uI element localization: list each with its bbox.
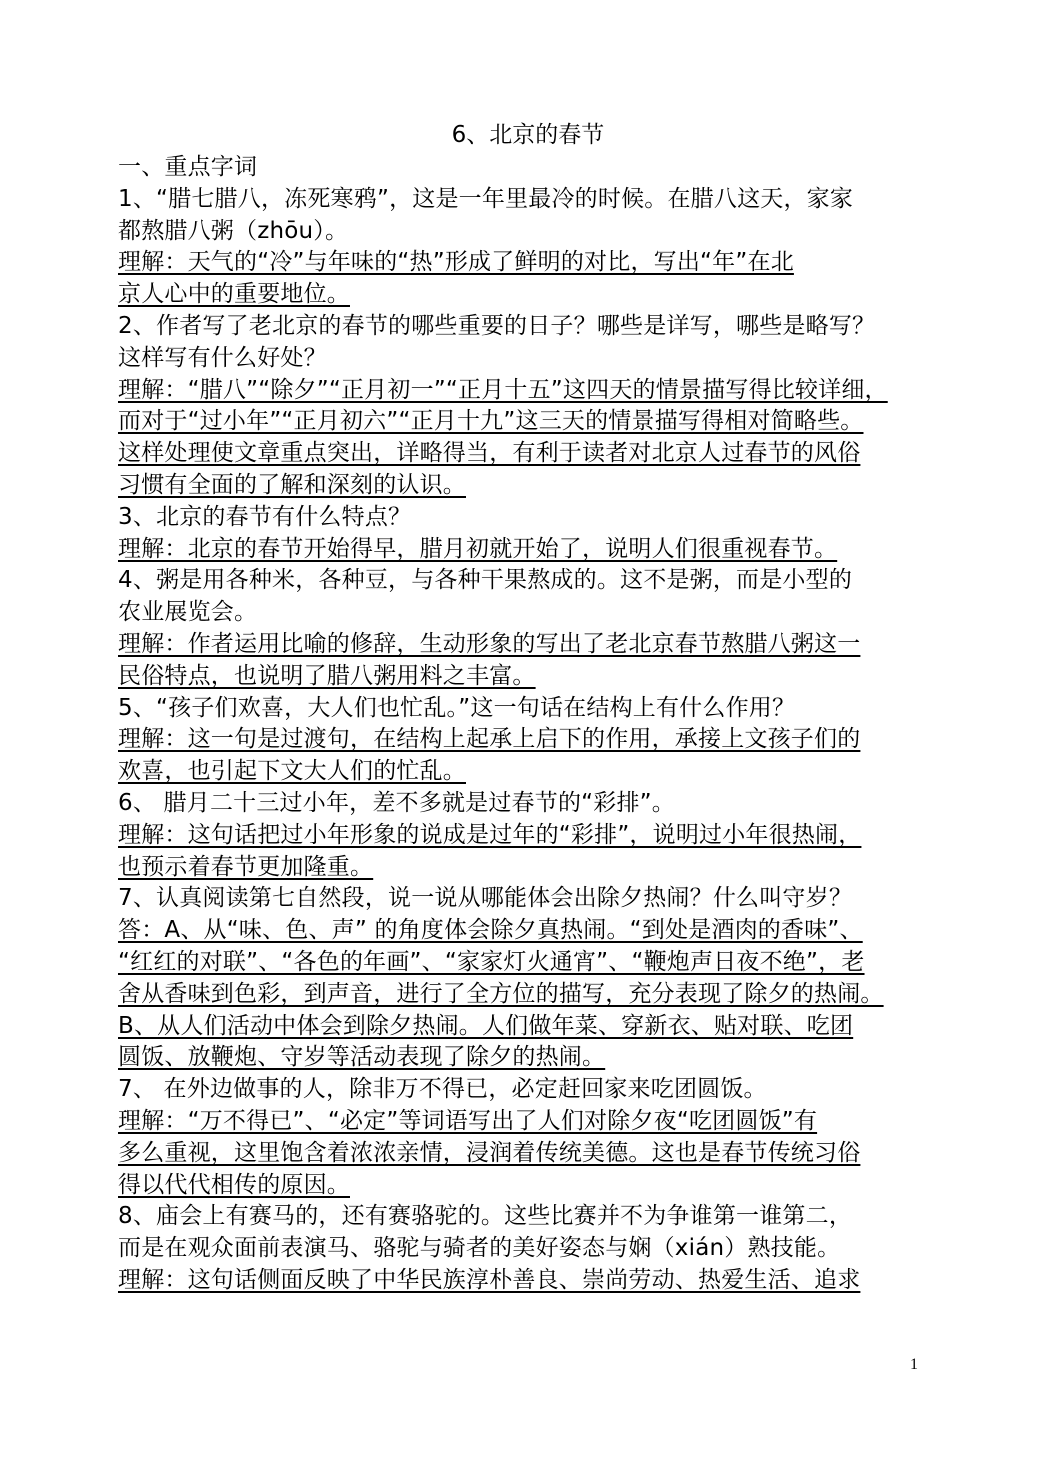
line-text: 理解：天气的“冷”与年味的“热”形成了鲜明的对比，写出“年”在北 [118, 249, 794, 276]
line-text: 民俗特点，也说明了腊八粥用料之丰富。 [118, 662, 536, 689]
answer-line [118, 1138, 938, 1170]
answer-line [118, 629, 938, 661]
line-text: 圆饭、放鞭炮、守岁等活动表现了除夕的热闹。 [118, 1044, 606, 1071]
document-page [118, 118, 938, 1297]
text-line [118, 1233, 938, 1265]
line-text: “红红的对联”、“各色的年画”、“家家灯火通宵”、“鞭炮声日夜不绝”，老 [118, 948, 865, 975]
line-text: 理解：“腊八”“除夕”“正月初一”“正月十五”这四天的情景描写得比较详细， [118, 376, 888, 403]
answer-line [118, 915, 938, 947]
text-line [118, 693, 938, 725]
text-line [118, 597, 938, 629]
line-text: 3、北京的春节有什么特点？ [118, 503, 412, 530]
text-line [118, 565, 938, 597]
answer-line [118, 1265, 938, 1297]
line-text: 答：A、从“味、色、声” 的角度体会除夕真热闹。“到处是酒肉的香味”、 [118, 917, 863, 944]
page-title: 6、北京的春节 [451, 122, 605, 148]
line-text: 都熬腊八粥（zhōu）。 [118, 217, 349, 244]
answer-line [118, 375, 938, 407]
answer-line [118, 438, 938, 470]
answer-line [118, 979, 938, 1011]
answer-line [118, 406, 938, 438]
text-line [118, 883, 938, 915]
answer-line [118, 279, 938, 311]
answer-line [118, 1106, 938, 1138]
answer-line [118, 1170, 938, 1202]
line-text: 1、“腊七腊八，冻死寒鸦”，这是一年里最冷的时候。在腊八这天，家家 [118, 185, 854, 212]
line-text: 6、 腊月二十三过小年，差不多就是过春节的“彩排”。 [118, 789, 675, 816]
text-line [118, 216, 938, 248]
answer-line [118, 947, 938, 979]
answer-line [118, 852, 938, 884]
line-text: 理解：北京的春节开始得早，腊月初就开始了，说明人们很重视春节。 [118, 535, 838, 562]
text-line [118, 788, 938, 820]
line-text: 2、作者写了老北京的春节的哪些重要的日子？哪些是详写，哪些是略写？ [118, 312, 876, 339]
answer-line [118, 1011, 938, 1043]
answer-line [118, 820, 938, 852]
line-text: 舍从香味到色彩，到声音，进行了全方位的描写，充分表现了除夕的热闹。 [118, 980, 884, 1007]
line-text: 理解：这句话侧面反映了中华民族淳朴善良、崇尚劳动、热爱生活、追求 [118, 1266, 861, 1293]
line-text: 4、粥是用各种米，各种豆，与各种干果熬成的。这不是粥，而是小型的 [118, 567, 853, 594]
answer-line [118, 247, 938, 279]
text-line [118, 1074, 938, 1106]
line-text: B、从人们活动中体会到除夕热闹。人们做年菜、穿新衣、贴对联、吃团 [118, 1012, 854, 1039]
line-text: 京人心中的重要地位。 [118, 281, 350, 308]
line-text: 理解：这一句是过渡句，在结构上起承上启下的作用，承接上文孩子们的 [118, 726, 861, 753]
answer-line [118, 534, 938, 566]
line-text: 欢喜，也引起下文大人们的忙乱。 [118, 758, 466, 785]
answer-line [118, 661, 938, 693]
line-text: 5、“孩子们欢喜，大人们也忙乱。”这一句话在结构上有什么作用？ [118, 694, 796, 721]
section-heading: 一、重点字词 [118, 154, 258, 180]
line-text: 而对于“过小年”“正月初六”“正月十九”这三天的情景描写得相对简略些。 [118, 408, 864, 435]
answer-line [118, 756, 938, 788]
line-text: 这样写有什么好处？ [118, 344, 327, 371]
line-text: 8、庙会上有赛马的，还有赛骆驼的。这些比赛并不为争谁第一谁第二， [118, 1203, 853, 1230]
page-number: 1 [910, 1356, 918, 1373]
line-text: 而是在观众面前表演马、骆驼与骑者的美好姿态与娴（xián）熟技能。 [118, 1235, 841, 1262]
line-text: 7、认真阅读第七自然段，说一说从哪能体会出除夕热闹？什么叫守岁？ [118, 885, 853, 912]
line-text: 7、 在外边做事的人，除非万不得已，必定赶回家来吃团圆饭。 [118, 1076, 767, 1103]
text-line [118, 311, 938, 343]
answer-line [118, 1042, 938, 1074]
line-text: 理解：这句话把过小年形象的说成是过年的“彩排”，说明过小年很热闹， [118, 821, 862, 848]
line-text: 理解：“万不得已”、“必定”等词语写出了人们对除夕夜“吃团圆饭”有 [118, 1107, 818, 1134]
text-line [118, 502, 938, 534]
line-text: 农业展览会。 [118, 599, 258, 626]
line-text: 这样处理使文章重点突出，详略得当，有利于读者对北京人过春节的风俗 [118, 440, 861, 467]
text-line [118, 184, 938, 216]
line-text: 理解：作者运用比喻的修辞，生动形象的写出了老北京春节熬腊八粥这一 [118, 630, 861, 657]
line-text: 也预示着春节更加隆重。 [118, 853, 374, 880]
line-text: 得以代代相传的原因。 [118, 1171, 350, 1198]
document-body [118, 184, 938, 1297]
answer-line [118, 470, 938, 502]
text-line [118, 343, 938, 375]
line-text: 多么重视，这里饱含着浓浓亲情，浸润着传统美德。这也是春节传统习俗 [118, 1139, 861, 1166]
line-text: 习惯有全面的了解和深刻的认识。 [118, 471, 466, 498]
text-line [118, 1201, 938, 1233]
answer-line [118, 724, 938, 756]
